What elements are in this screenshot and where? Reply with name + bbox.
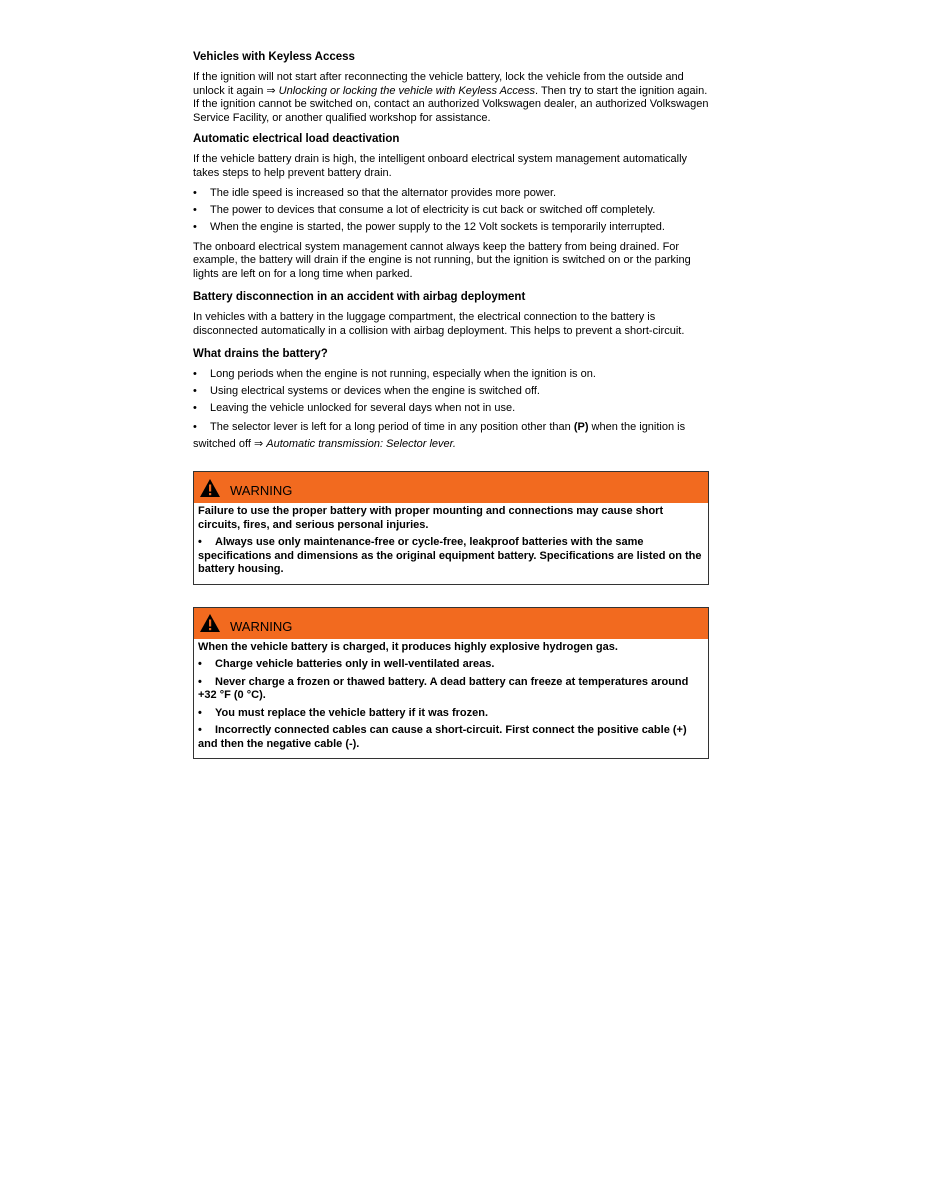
warning-item: • Charge vehicle batteries only in well-ventilated areas.: [198, 658, 495, 670]
list-item: • When the engine is started, the power supply to the 12 Volt sockets is temporarily interrupted.: [193, 221, 665, 233]
cross-ref-arrow: ⇒: [266, 84, 276, 97]
manual-page: [193, 50, 709, 759]
warning-item: • Incorrectly connected cables can cause a short-circuit. First connect the positive cable (+) and then the negative cable (-).: [198, 724, 687, 750]
warning-body: [194, 639, 708, 759]
warning-item: • Always use only maintenance-free or cycle-free, leakproof batteries with the same specifications and dimensions as the original equipment battery. Specifications are listed on the battery housing.: [198, 536, 702, 575]
load-bullet-list: [193, 187, 709, 235]
warning-title: WARNING: [230, 618, 293, 634]
load-intro: If the vehicle battery drain is high, the intelligent onboard electrical system management automatically takes steps to help prevent battery drain.: [193, 153, 688, 179]
cross-ref-arrow: ⇒: [253, 438, 264, 450]
list-item: • The selector lever is left for a long period of time in any position other than (P) when the ignition is switched off ⇒ Automatic transmission: Selector lever.: [193, 421, 686, 450]
list-item: • Leaving the vehicle unlocked for several days when not in use.: [193, 402, 516, 414]
heading-load-deactivation: Automatic electrical load deactivation: [193, 133, 400, 145]
warning-title: WARNING: [230, 483, 293, 498]
warning-box-battery: [193, 471, 709, 585]
heading-what-drains: What drains the battery?: [193, 348, 328, 360]
keyless-text-a: If the ignition will not start after reconnecting the vehicle battery, lock the vehicle from the outside and unlock it again: [193, 71, 684, 97]
heading-keyless-access: Vehicles with Keyless Access: [193, 51, 355, 63]
warning-item: • You must replace the vehicle battery if it was frozen.: [198, 706, 489, 719]
list-item: • The idle speed is increased so that the alternator provides more power.: [193, 187, 557, 199]
selector-lever-crossref-link[interactable]: Automatic transmission: Selector lever.: [266, 438, 456, 450]
warning-body: [194, 503, 708, 584]
drains-bullet-list: [193, 368, 709, 453]
warning-intro: Failure to use the proper battery with proper mounting and connections may cause short circuits, fires, and serious personal injuries.: [198, 505, 664, 531]
warning-item: • Never charge a frozen or thawed battery. A dead battery can freeze at temperatures around +32 °F (0 °C).: [198, 675, 689, 701]
warning-box-charging: [193, 607, 709, 760]
list-item: • The power to devices that consume a lot of electricity is cut back or switched off completely.: [193, 204, 656, 216]
list-item: • Using electrical systems or devices when the engine is switched off.: [193, 385, 540, 397]
warning-triangle-icon: [199, 613, 221, 633]
warning-triangle-icon: [199, 478, 221, 498]
warning-intro: When the vehicle battery is charged, it produces highly explosive hydrogen gas.: [198, 640, 618, 653]
list-item: • Long periods when the engine is not running, especially when the ignition is on.: [193, 368, 596, 380]
heading-battery-disconnection: Battery disconnection in an accident with airbag deployment: [193, 291, 526, 303]
warning-header: [194, 608, 708, 639]
keyless-crossref-link[interactable]: Unlocking or locking the vehicle with Keyless Access: [278, 84, 536, 97]
load-outro: The onboard electrical system management cannot always keep the battery from being drained. For example, the battery will drain if the engine is not running, but the ignition is switched on or the parking lights are left on for a long time when parked.: [193, 240, 691, 280]
warning-header: [194, 472, 708, 503]
keyless-text-b: . Then try to start the ignition again. If the ignition cannot be switched on, contact an authorized Volkswagen dealer, an authorized Volkswagen Service Facility, or another qualified workshop for assistance.: [193, 84, 709, 124]
disconnect-paragraph: In vehicles with a battery in the luggage compartment, the electrical connection to the battery is disconnected automatically in a collision with airbag deployment. This helps to prevent a short-circuit.: [193, 311, 685, 337]
keyless-paragraph: [193, 71, 709, 125]
